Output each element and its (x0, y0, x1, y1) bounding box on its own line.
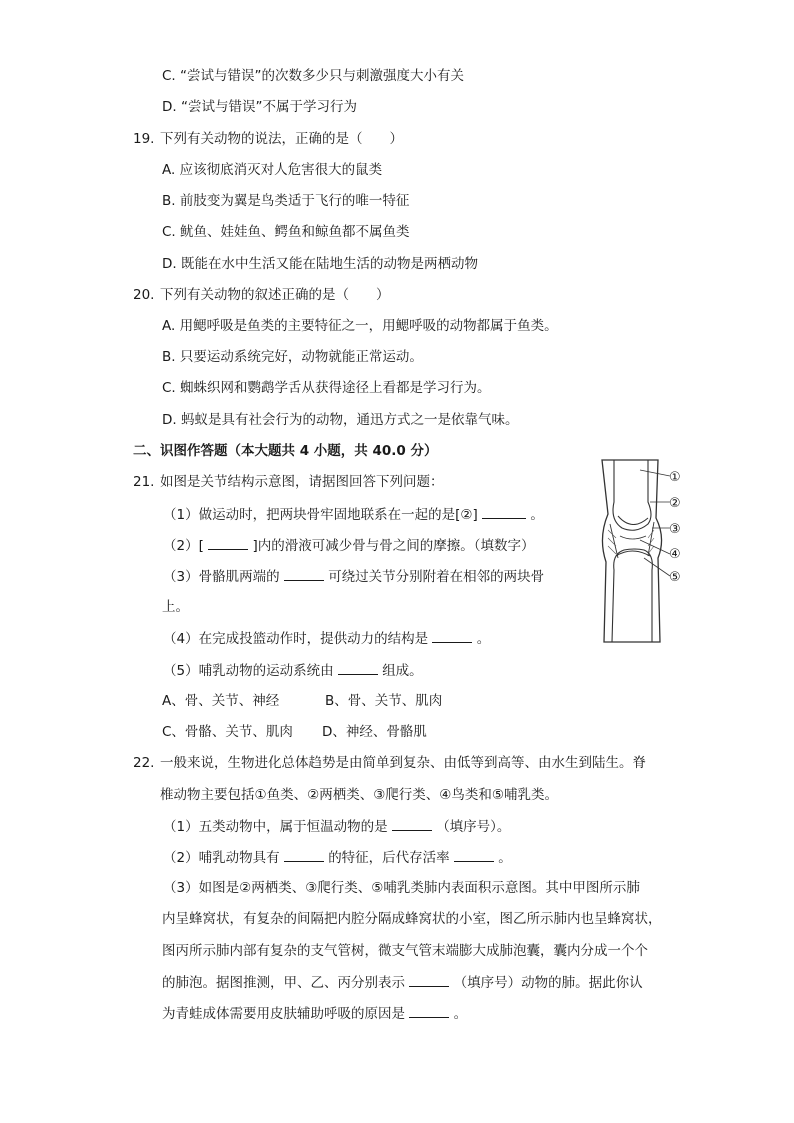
q22-number: 22. (133, 755, 155, 771)
q22-part-1-text: （1）五类动物中，属于恒温动物的是 (163, 819, 388, 835)
q22-part-2-mid: 的特征，后代存活率 (328, 850, 450, 866)
q18-option-c: C. “尝试与错误”的次数多少只与刺激强度大小有关 (162, 68, 464, 84)
q20-option-c: C. 蜘蛛织网和鹦鹉学舌从获得途径上看都是学习行为。 (162, 380, 491, 396)
answer-blank[interactable] (409, 972, 449, 987)
section-2-title: 二、识图作答题（本大题共 4 小题，共 40.0 分） (133, 443, 438, 459)
q21-part-2-end: ]内的滑液可减少骨与骨之间的摩擦。（填数字） (252, 538, 535, 554)
answer-blank[interactable] (482, 504, 526, 519)
q21-stem: 如图是关节结构示意图，请据图回答下列问题： (160, 474, 444, 490)
q21-choice-c: C、骨骼、关节、肌肉 (162, 724, 293, 740)
answer-blank[interactable] (432, 628, 472, 643)
q21-part-4-end: 。 (476, 631, 491, 647)
q22-part-1-end: （填序号）。 (436, 819, 511, 835)
answer-blank[interactable] (284, 847, 324, 862)
q22-part-3-line-2: 内呈蜂窝状，有复杂的间隔把内腔分隔成蜂窝状的小室，图乙所示肺内也呈蜂窝状， (162, 911, 662, 927)
q20-option-b: B. 只要运动系统完好，动物就能正常运动。 (162, 349, 423, 365)
answer-blank[interactable] (338, 660, 378, 675)
q21-part-1-text: （1）做运动时，把两块骨牢固地联系在一起的是[②] (163, 507, 478, 523)
q21-part-4 (163, 628, 490, 649)
q21-part-3-cont: 上。 (162, 599, 189, 615)
q21-part-1 (163, 504, 544, 525)
q20-option-d: D. 蚂蚁是具有社会行为的动物，通迅方式之一是依靠气味。 (162, 412, 519, 428)
q19-stem: 下列有关动物的说法，正确的是（ ） (160, 131, 403, 147)
q19-option-d: D. 既能在水中生活又能在陆地生活的动物是两栖动物 (162, 256, 478, 272)
q18-option-d: D. “尝试与错误”不属于学习行为 (162, 99, 357, 115)
q21-part-4-text: （4）在完成投篮动作时，提供动力的结构是 (163, 631, 429, 647)
q20-option-a: A. 用鳃呼吸是鱼类的主要特征之一，用鳃呼吸的动物都属于鱼类。 (162, 318, 558, 334)
q22-part-1 (163, 816, 510, 837)
q21-part-5 (163, 660, 423, 681)
q21-choice-d: D、神经、骨骼肌 (322, 724, 427, 740)
q22-stem-line-1: 一般来说，生物进化总体趋势是由简单到复杂、由低等到高等、由水生到陆生。脊 (160, 755, 646, 771)
q22-part-3-line-5 (162, 1003, 467, 1024)
q21-part-2-text: （2）[ (163, 538, 204, 554)
q22-part-3-line-4-end: （填序号）动物的肺。据此你认 (453, 975, 643, 991)
q19-option-c: C. 鱿鱼、娃娃鱼、鳄鱼和鲸鱼都不属鱼类 (162, 224, 410, 240)
figure-label-1: ① (669, 470, 681, 485)
q21-part-1-end: 。 (530, 507, 544, 523)
q19-option-b: B. 前肢变为翼是鸟类适于飞行的唯一特征 (162, 193, 410, 209)
q21-part-3-text: （3）骨骼肌两端的 (163, 569, 280, 585)
q20-stem: 下列有关动物的叙述正确的是（ ） (160, 287, 390, 303)
q22-part-3-line-3: 图丙所示肺内部有复杂的支气管树，微支气管末端膨大成肺泡囊，囊内分成一个个 (162, 943, 648, 959)
answer-blank[interactable] (409, 1003, 449, 1018)
q21-number: 21. (133, 474, 155, 490)
q19-option-a: A. 应该彻底消灭对人危害很大的鼠类 (162, 162, 383, 178)
figure-label-4: ④ (669, 547, 681, 562)
figure-label-3: ③ (669, 522, 681, 537)
q21-choice-b: B、骨、关节、肌肉 (325, 693, 443, 709)
q19-number: 19. (133, 131, 155, 147)
q22-part-2-end: 。 (498, 850, 512, 866)
answer-blank[interactable] (208, 535, 248, 550)
q21-part-5-text: （5）哺乳动物的运动系统由 (163, 663, 334, 679)
q20-number: 20. (133, 287, 155, 303)
q21-part-2 (163, 535, 534, 556)
figure-label-5: ⑤ (669, 570, 681, 585)
q21-part-5-end: 组成。 (382, 663, 423, 679)
q22-part-3-line-4 (162, 972, 643, 993)
answer-blank[interactable] (392, 816, 432, 831)
q22-part-3-line-4-text: 的肺泡。据图推测，甲、乙、丙分别表示 (162, 975, 405, 991)
q22-stem-line-2: 椎动物主要包括①鱼类、②两栖类、③爬行类、④鸟类和⑤哺乳类。 (160, 787, 559, 803)
q22-part-2-text: （2）哺乳动物具有 (163, 850, 280, 866)
answer-blank[interactable] (454, 847, 494, 862)
q22-part-3-line-5-end: 。 (453, 1006, 468, 1022)
q21-part-3 (163, 566, 544, 587)
q21-choice-a: A、骨、关节、神经 (162, 693, 280, 709)
figure-label-2: ② (669, 496, 681, 511)
q22-part-3-line-5-text: 为青蛙成体需要用皮肤辅助呼吸的原因是 (162, 1006, 405, 1022)
q21-part-3-end: 可绕过关节分别附着在相邻的两块骨 (328, 569, 545, 585)
q22-part-2 (163, 847, 512, 868)
q22-part-3-line-1: （3）如图是②两栖类、③爬行类、⑤哺乳类肺内表面积示意图。其中甲图所示肺 (163, 880, 640, 896)
answer-blank[interactable] (284, 566, 324, 581)
